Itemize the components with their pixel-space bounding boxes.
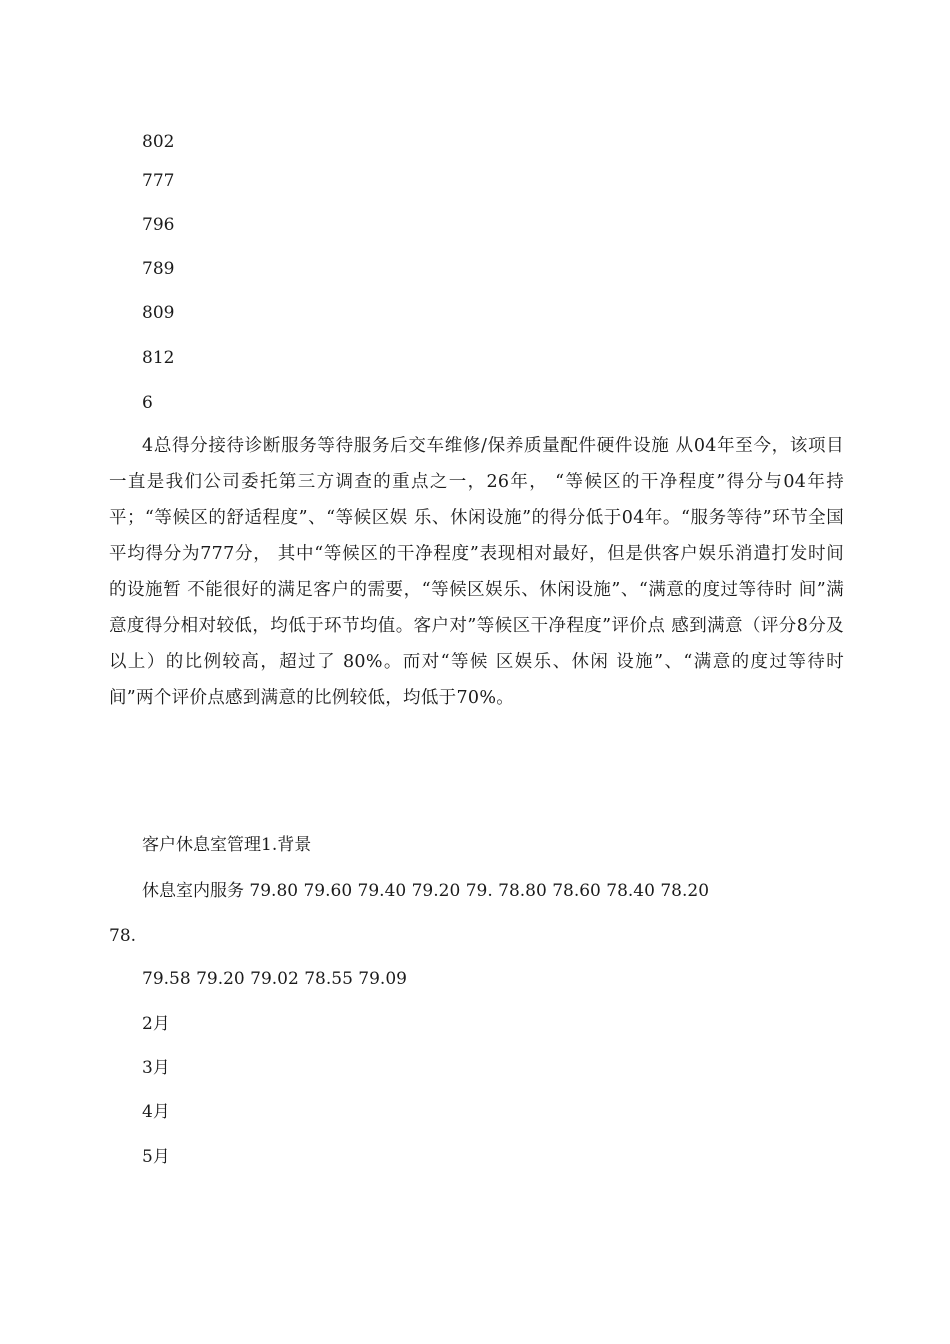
rest-room-wrap: 78. (109, 926, 137, 946)
values-line: 79.58 79.20 79.02 78.55 79.09 (142, 969, 407, 989)
month-label-3: 4月 (142, 1102, 170, 1122)
month-label-2: 3月 (142, 1058, 170, 1078)
number-line-4: 789 (142, 259, 175, 279)
number-line-2: 777 (142, 171, 175, 191)
month-label-1: 2月 (142, 1014, 170, 1034)
rest-room-line: 休息室内服务 79.80 79.60 79.40 79.20 79. 78.80 78.60 78.40 78.20 (142, 881, 710, 901)
month-label-4: 5月 (142, 1147, 170, 1167)
body-paragraph: 4总得分接待诊断服务等待服务后交车维修/保养质量配件硬件设施 从04年至今，该项目一直是我们公司委托第三方调查的重点之一，26年， “等候区的干净程度”得分与04年持平；“等候区的舒适程度”、“等候区娱 乐、休闲设施”的得分低于04年。“服务等待”环节全国平均得分为777分， 其中“等候区的干净程度”表现相对最好，但是供客户娱乐消遣打发时间的设施暂 不能很好的满足客户的需要，“等候区娱乐、休闲设施”、“满意的度过等待时 间”满意度得分相对较低，均低于环节均值。客户对”等候区干净程度”评价点 感到满意（评分8分及以上）的比例较高，超过了 80%。而对“等候 区娱乐、休闲 设施”、“满意的度过等待时间”两个评价点感到满意的比例较低，均低于70%。 (109, 436, 844, 708)
number-line-6: 812 (142, 348, 175, 368)
section-title: 客户休息室管理1.背景 (142, 835, 312, 855)
number-line-7: 6 (142, 393, 153, 413)
number-line-1: 802 (142, 132, 175, 152)
number-line-5: 809 (142, 303, 175, 323)
number-line-3: 796 (142, 215, 175, 235)
